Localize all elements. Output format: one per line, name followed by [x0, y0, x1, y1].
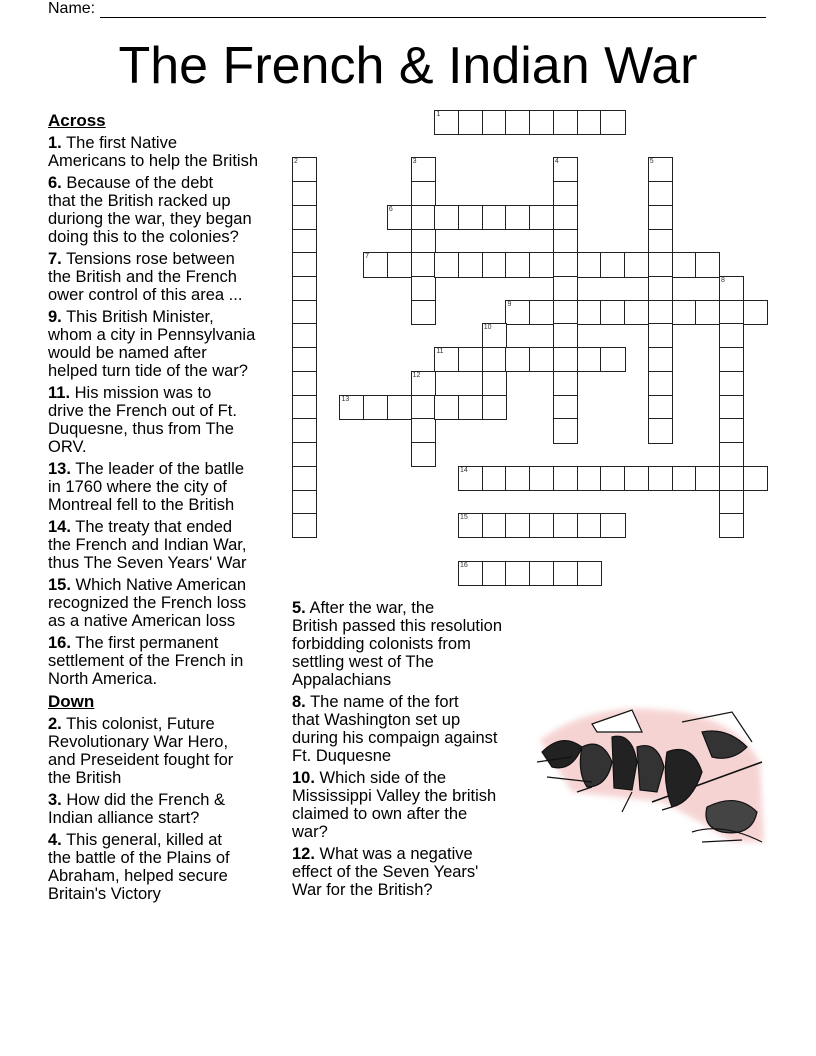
- grid-cell[interactable]: [363, 252, 388, 277]
- grid-cell[interactable]: [553, 371, 578, 396]
- grid-cell[interactable]: [648, 205, 673, 230]
- grid-cell[interactable]: [529, 205, 554, 230]
- grid-cell[interactable]: [482, 252, 507, 277]
- clue-text: The first Native: [66, 134, 178, 152]
- grid-cell[interactable]: [505, 513, 530, 538]
- cell-number: 15: [460, 514, 468, 522]
- clue-text: Tensions rose between: [66, 250, 235, 268]
- grid-cell[interactable]: [624, 252, 649, 277]
- clue-line: recognized the French loss: [48, 594, 247, 612]
- clue-line: Americans to help the British: [48, 152, 259, 170]
- cell-number: 1: [436, 111, 441, 118]
- clue-8: [292, 693, 532, 765]
- clue-line: doing this to the colonies?: [48, 228, 239, 246]
- battle-illustration: [532, 692, 777, 857]
- grid-cell[interactable]: [505, 561, 530, 586]
- cell-number: 9: [507, 300, 512, 308]
- grid-cell[interactable]: [434, 395, 459, 420]
- grid-cell[interactable]: [577, 347, 602, 372]
- grid-cell[interactable]: [458, 347, 483, 372]
- grid-cell[interactable]: [553, 347, 578, 372]
- clue-line: in 1760 where the city of: [48, 478, 227, 496]
- clue-line: [48, 384, 288, 402]
- clue-11: [48, 384, 288, 456]
- clue-number: 1.: [48, 134, 62, 152]
- grid-cell[interactable]: [458, 561, 483, 586]
- clue-text: This colonist, Future: [66, 715, 215, 733]
- grid-cell[interactable]: [553, 157, 578, 182]
- grid-cell[interactable]: [505, 347, 530, 372]
- down-clue-list: [48, 715, 288, 903]
- grid-cell[interactable]: [529, 300, 554, 325]
- grid-cell[interactable]: [482, 110, 507, 135]
- clue-6: [48, 174, 288, 246]
- grid-cell[interactable]: [624, 300, 649, 325]
- clue-line: War for the British?: [292, 881, 433, 899]
- clue-line: Britain's Victory: [48, 885, 161, 903]
- grid-cell[interactable]: [553, 418, 578, 443]
- clue-1: [48, 134, 288, 170]
- clue-number: 15.: [48, 576, 71, 594]
- clue-number: 4.: [48, 831, 62, 849]
- grid-cell[interactable]: [553, 110, 578, 135]
- grid-cell[interactable]: [292, 300, 317, 325]
- clue-4: [48, 831, 288, 903]
- clue-text: The name of the fort: [310, 693, 459, 711]
- cell-number: 8: [720, 277, 725, 285]
- grid-cell[interactable]: [411, 252, 436, 277]
- grid-cell[interactable]: [292, 229, 317, 254]
- clue-number: 2.: [48, 715, 62, 733]
- grid-cell[interactable]: [292, 371, 317, 396]
- grid-cell[interactable]: [553, 252, 578, 277]
- clue-line: [48, 460, 288, 478]
- clue-line: the French and Indian War,: [48, 536, 247, 554]
- grid-cell[interactable]: [600, 110, 625, 135]
- clue-14: [48, 518, 288, 572]
- clue-16: [48, 634, 288, 688]
- grid-cell[interactable]: [648, 466, 673, 491]
- grid-cell[interactable]: [482, 347, 507, 372]
- clue-line: Montreal fell to the British: [48, 496, 235, 514]
- grid-cell[interactable]: [411, 229, 436, 254]
- grid-cell[interactable]: [553, 276, 578, 301]
- clue-text: His mission was to: [74, 384, 212, 402]
- grid-cell[interactable]: [672, 300, 697, 325]
- clue-line: the British: [48, 769, 122, 787]
- grid-cell[interactable]: [292, 205, 317, 230]
- grid-cell[interactable]: [529, 466, 554, 491]
- clue-line: Indian alliance start?: [48, 809, 200, 827]
- clue-line: Abraham, helped secure: [48, 867, 228, 885]
- grid-cell[interactable]: [411, 300, 436, 325]
- clue-line: ower control of this area ...: [48, 286, 243, 304]
- clue-text: How did the French &: [66, 791, 226, 809]
- clue-text: Which Native American: [75, 576, 247, 594]
- grid-cell[interactable]: [672, 466, 697, 491]
- clue-line: and Preseident fought for: [48, 751, 234, 769]
- grid-cell[interactable]: [553, 181, 578, 206]
- grid-cell[interactable]: [648, 252, 673, 277]
- clue-number: 10.: [292, 769, 315, 787]
- clue-line: ORV.: [48, 438, 87, 456]
- grid-cell[interactable]: [624, 466, 649, 491]
- grid-cell[interactable]: [482, 561, 507, 586]
- grid-cell[interactable]: [292, 181, 317, 206]
- clue-line: [48, 634, 288, 652]
- grid-cell[interactable]: [719, 371, 744, 396]
- grid-cell[interactable]: [648, 229, 673, 254]
- grid-cell[interactable]: [434, 252, 459, 277]
- grid-cell[interactable]: [387, 395, 412, 420]
- grid-cell[interactable]: [648, 371, 673, 396]
- grid-cell[interactable]: [648, 276, 673, 301]
- grid-cell[interactable]: [648, 157, 673, 182]
- grid-cell[interactable]: [387, 252, 412, 277]
- grid-cell[interactable]: [529, 513, 554, 538]
- grid-cell[interactable]: [553, 323, 578, 348]
- grid-cell[interactable]: [648, 323, 673, 348]
- clues-right-column: [292, 599, 532, 903]
- clue-line: [292, 693, 532, 711]
- grid-cell[interactable]: [292, 276, 317, 301]
- grid-cell[interactable]: [411, 181, 436, 206]
- clue-line: the British and the French: [48, 268, 237, 286]
- grid-cell[interactable]: [743, 466, 768, 491]
- clue-line: [48, 174, 288, 192]
- grid-cell[interactable]: [600, 347, 625, 372]
- clue-line: helped turn tide of the war?: [48, 362, 248, 380]
- grid-cell[interactable]: [292, 323, 317, 348]
- clue-number: 14.: [48, 518, 71, 536]
- clue-text: This British Minister,: [66, 308, 214, 326]
- grid-cell[interactable]: [719, 323, 744, 348]
- grid-cell[interactable]: [339, 395, 364, 420]
- grid-cell[interactable]: [648, 300, 673, 325]
- clue-line: Duquesne, thus from The: [48, 420, 234, 438]
- clue-text: What was a negative: [319, 845, 473, 863]
- grid-cell[interactable]: [411, 276, 436, 301]
- grid-cell[interactable]: [292, 418, 317, 443]
- cell-number: 16: [460, 561, 468, 569]
- clue-15: [48, 576, 288, 630]
- clue-line: [292, 599, 532, 617]
- clue-text: This general, killed at: [66, 831, 222, 849]
- grid-cell[interactable]: [648, 418, 673, 443]
- grid-cell[interactable]: [695, 300, 720, 325]
- grid-cell[interactable]: [434, 347, 459, 372]
- clue-line: thus The Seven Years' War: [48, 554, 247, 572]
- clue-2: [48, 715, 288, 787]
- name-blank-line[interactable]: [100, 2, 766, 18]
- grid-cell[interactable]: [411, 205, 436, 230]
- grid-cell[interactable]: [719, 395, 744, 420]
- grid-cell[interactable]: [482, 466, 507, 491]
- grid-cell[interactable]: [719, 513, 744, 538]
- grid-cell[interactable]: [411, 157, 436, 182]
- down-heading: Down: [48, 692, 95, 711]
- across-heading: Across: [48, 111, 106, 130]
- clue-line: [48, 308, 288, 326]
- clue-5: [292, 599, 532, 689]
- grid-cell[interactable]: [505, 466, 530, 491]
- grid-cell[interactable]: [553, 513, 578, 538]
- grid-cell[interactable]: [577, 561, 602, 586]
- cell-number: 11: [436, 348, 444, 356]
- clue-line: settlement of the French in: [48, 652, 244, 670]
- clue-text: The first permanent: [75, 634, 219, 652]
- grid-cell[interactable]: [553, 300, 578, 325]
- clue-line: forbidding colonists from: [292, 635, 471, 653]
- clue-line: [48, 715, 288, 733]
- clue-3: [48, 791, 288, 827]
- clue-line: [48, 134, 288, 152]
- cell-number: 12: [412, 371, 421, 379]
- grid-cell[interactable]: [458, 252, 483, 277]
- grid-cell[interactable]: [482, 513, 507, 538]
- grid-cell[interactable]: [719, 347, 744, 372]
- grid-cell[interactable]: [458, 513, 483, 538]
- clue-line: drive the French out of Ft.: [48, 402, 237, 420]
- clue-line: [48, 831, 288, 849]
- grid-cell[interactable]: [411, 442, 436, 467]
- grid-cell[interactable]: [505, 252, 530, 277]
- grid-cell[interactable]: [600, 466, 625, 491]
- clue-line: [292, 845, 532, 863]
- clue-line: [48, 576, 288, 594]
- grid-cell[interactable]: [434, 205, 459, 230]
- clue-line: [292, 769, 532, 787]
- grid-cell[interactable]: [553, 466, 578, 491]
- clue-number: 11.: [48, 384, 71, 402]
- clue-13: [48, 460, 288, 514]
- clue-text: After the war, the: [309, 599, 435, 617]
- grid-cell[interactable]: [458, 466, 483, 491]
- clue-line: Revolutionary War Hero,: [48, 733, 229, 751]
- cell-number: 2: [294, 158, 298, 166]
- clue-line: North America.: [48, 670, 158, 688]
- clue-line: duriong the war, they began: [48, 210, 252, 228]
- grid-cell[interactable]: [529, 347, 554, 372]
- grid-cell[interactable]: [387, 205, 412, 230]
- grid-cell[interactable]: [482, 395, 507, 420]
- clue-line: [48, 791, 288, 809]
- cell-number: 4: [554, 158, 559, 166]
- clue-line: [48, 518, 288, 536]
- cell-number: 6: [388, 205, 393, 213]
- clue-line: Appalachians: [292, 671, 392, 689]
- clue-line: effect of the Seven Years': [292, 863, 479, 881]
- clue-number: 5.: [292, 599, 306, 617]
- grid-cell[interactable]: [719, 300, 744, 325]
- grid-cell[interactable]: [648, 181, 673, 206]
- grid-cell[interactable]: [719, 490, 744, 515]
- clue-line: British passed this resolution: [292, 617, 503, 635]
- grid-cell[interactable]: [743, 300, 768, 325]
- clue-line: war?: [292, 823, 328, 841]
- grid-cell[interactable]: [411, 418, 436, 443]
- clue-line: would be named after: [48, 344, 207, 362]
- grid-cell[interactable]: [411, 371, 436, 396]
- grid-cell[interactable]: [505, 300, 530, 325]
- grid-cell[interactable]: [482, 205, 507, 230]
- clue-12: [292, 845, 532, 899]
- grid-cell[interactable]: [292, 395, 317, 420]
- clue-number: 16.: [48, 634, 71, 652]
- grid-cell[interactable]: [529, 252, 554, 277]
- grid-cell[interactable]: [292, 347, 317, 372]
- clue-line: Ft. Duquesne: [292, 747, 392, 765]
- grid-cell[interactable]: [553, 395, 578, 420]
- down-clue-list-continued: [292, 599, 532, 899]
- grid-cell[interactable]: [719, 418, 744, 443]
- grid-cell[interactable]: [292, 513, 317, 538]
- grid-cell[interactable]: [458, 205, 483, 230]
- clue-line: Mississippi Valley the british: [292, 787, 497, 805]
- grid-cell[interactable]: [292, 466, 317, 491]
- cell-number: 14: [460, 466, 468, 474]
- clue-number: 3.: [48, 791, 62, 809]
- grid-cell[interactable]: [577, 252, 602, 277]
- grid-cell[interactable]: [292, 490, 317, 515]
- clue-10: [292, 769, 532, 841]
- grid-cell[interactable]: [505, 110, 530, 135]
- cell-number: 7: [365, 253, 370, 261]
- clue-line: whom a city in Pennsylvania: [48, 326, 256, 344]
- grid-cell[interactable]: [600, 300, 625, 325]
- cell-number: 10: [483, 324, 492, 332]
- clue-line: that the British racked up: [48, 192, 231, 210]
- grid-cell[interactable]: [458, 395, 483, 420]
- grid-cell[interactable]: [719, 466, 744, 491]
- clue-number: 9.: [48, 308, 62, 326]
- grid-cell[interactable]: [482, 323, 507, 348]
- clue-9: [48, 308, 288, 380]
- grid-cell[interactable]: [648, 347, 673, 372]
- clue-line: the battle of the Plains of: [48, 849, 230, 867]
- clue-line: as a native American loss: [48, 612, 236, 630]
- grid-cell[interactable]: [411, 395, 436, 420]
- grid-cell[interactable]: [577, 466, 602, 491]
- grid-cell[interactable]: [292, 157, 317, 182]
- grid-cell[interactable]: [529, 561, 554, 586]
- clue-text: The treaty that ended: [75, 518, 233, 536]
- grid-cell[interactable]: [648, 395, 673, 420]
- grid-cell[interactable]: [482, 371, 507, 396]
- grid-cell[interactable]: [600, 252, 625, 277]
- grid-cell[interactable]: [600, 513, 625, 538]
- clue-number: 12.: [292, 845, 315, 863]
- clue-text: Because of the debt: [66, 174, 214, 192]
- name-label: Name:: [48, 0, 96, 17]
- grid-cell[interactable]: [458, 110, 483, 135]
- grid-cell[interactable]: [719, 442, 744, 467]
- clue-line: [48, 250, 288, 268]
- clue-text: Which side of the: [319, 769, 447, 787]
- name-field: [48, 0, 766, 18]
- grid-cell[interactable]: [363, 395, 388, 420]
- cell-number: 5: [649, 158, 654, 166]
- grid-cell[interactable]: [553, 205, 578, 230]
- grid-cell[interactable]: [553, 561, 578, 586]
- grid-cell[interactable]: [292, 442, 317, 467]
- clue-line: claimed to own after the: [292, 805, 468, 823]
- grid-cell[interactable]: [719, 276, 744, 301]
- grid-cell[interactable]: [434, 110, 459, 135]
- clue-number: 8.: [292, 693, 306, 711]
- cell-number: 3: [412, 158, 417, 166]
- grid-cell[interactable]: [695, 252, 720, 277]
- across-clue-list: [48, 134, 288, 688]
- grid-cell[interactable]: [577, 513, 602, 538]
- clue-line: during his compaign against: [292, 729, 498, 747]
- grid-cell[interactable]: [529, 110, 554, 135]
- page-title: The French & Indian War: [118, 37, 698, 95]
- grid-cell[interactable]: [695, 466, 720, 491]
- clue-number: 7.: [48, 250, 62, 268]
- grid-cell[interactable]: [577, 300, 602, 325]
- grid-cell[interactable]: [553, 229, 578, 254]
- clue-line: that Washington set up: [292, 711, 461, 729]
- clue-number: 6.: [48, 174, 62, 192]
- grid-cell[interactable]: [505, 205, 530, 230]
- clue-line: settling west of The: [292, 653, 434, 671]
- grid-cell[interactable]: [577, 110, 602, 135]
- grid-cell[interactable]: [672, 252, 697, 277]
- grid-cell[interactable]: [292, 252, 317, 277]
- clue-number: 13.: [48, 460, 71, 478]
- clue-text: The leader of the batlle: [75, 460, 245, 478]
- cell-number: 13: [341, 395, 350, 403]
- clue-7: [48, 250, 288, 304]
- clues-left-column: [48, 111, 288, 907]
